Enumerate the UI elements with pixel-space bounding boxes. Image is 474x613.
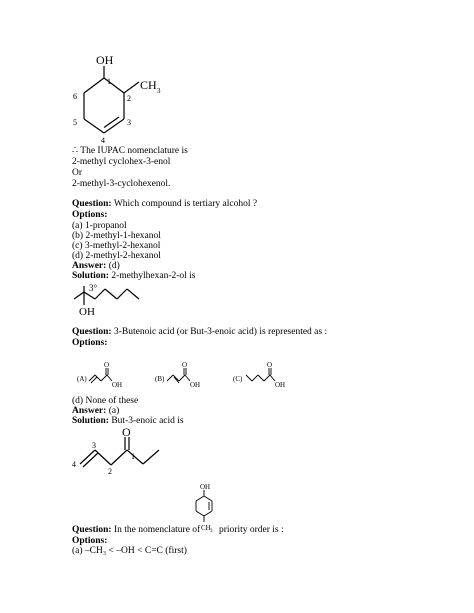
option-d: (d) None of these (72, 396, 139, 406)
question-text: 3-Butenoic acid (or But-3-enoic acid) is represented as : (113, 327, 328, 337)
atom-number-3: 3 (92, 441, 96, 450)
carbonyl-o: O (182, 361, 188, 369)
option-b-label: (B) (155, 375, 165, 383)
answer-label: Answer: (72, 261, 107, 271)
option-a-label: (A) (77, 375, 87, 383)
solution-label: Solution: (72, 416, 109, 426)
oh-label: OH (79, 306, 95, 318)
answer-label: Answer: (72, 406, 107, 416)
answer-text: (a) (108, 406, 120, 416)
carbonyl-o: O (104, 361, 110, 369)
hydroxyl-oh: OH (275, 381, 286, 389)
question-label: Question: (72, 525, 112, 535)
question-text-end: priority order is : (219, 525, 284, 535)
carbonyl-o: O (267, 361, 273, 369)
tertiary-label: 3° (89, 283, 98, 293)
solution-label: Solution: (72, 271, 109, 281)
atom-number-6: 6 (73, 92, 77, 101)
hydroxyl-oh: OH (112, 381, 123, 389)
option-d: (d) 2-methyl-2-hexanol (72, 251, 161, 261)
atom-number-4: 4 (101, 136, 105, 145)
option-a: (a) 1-propanol (72, 221, 127, 231)
nomenclature-or: Or (72, 168, 83, 178)
atom-number-1: 1 (107, 77, 111, 86)
ch3-subscript: 3 (157, 87, 161, 95)
options-label: Options: (72, 536, 108, 546)
ch3-label: CH (140, 78, 157, 92)
nomenclature-intro: The IUPAC nomenclature is (80, 146, 188, 156)
answer-text: (d) (108, 261, 120, 271)
question-text: Which compound is tertiary alcohol ? (113, 199, 258, 209)
nomenclature-name-1: 2-methyl cyclohex-3-enol (72, 157, 171, 167)
option-c: (c) 3-methyl-2-hexanol (72, 241, 161, 251)
atom-number-2: 2 (108, 467, 112, 476)
atom-number-2: 2 (127, 94, 131, 103)
oh-label: OH (96, 53, 114, 67)
question-text-start: In the nomenclature of (113, 525, 201, 535)
carbonyl-o: O (122, 425, 131, 439)
solution-text: 2-methylhexan-2-ol is (111, 271, 196, 281)
oh-label: OH (200, 483, 211, 491)
option-c-label: (C) (233, 375, 243, 383)
atom-number-4: 4 (72, 460, 76, 469)
solution-text: But-3-enoic acid is (111, 416, 184, 426)
nomenclature-name-2: 2-methyl-3-cyclohexenol. (72, 179, 171, 189)
options-label: Options: (72, 338, 108, 348)
atom-number-1: 1 (131, 452, 135, 461)
hydroxyl-oh: OH (190, 381, 201, 389)
therefore-symbol: ∴ (72, 146, 79, 156)
option-b: (b) 2-methyl-1-hexanol (72, 231, 161, 241)
question-label: Question: (72, 199, 112, 209)
ch3-label: CH (201, 524, 211, 532)
atom-number-3: 3 (127, 118, 131, 127)
options-label: Options: (72, 210, 108, 220)
ch3-subscript: 3 (210, 529, 213, 534)
atom-number-5: 5 (73, 118, 77, 127)
option-a: (a) –CH₃ < –OH < C=C (first) (72, 546, 187, 556)
question-label: Question: (72, 327, 112, 337)
